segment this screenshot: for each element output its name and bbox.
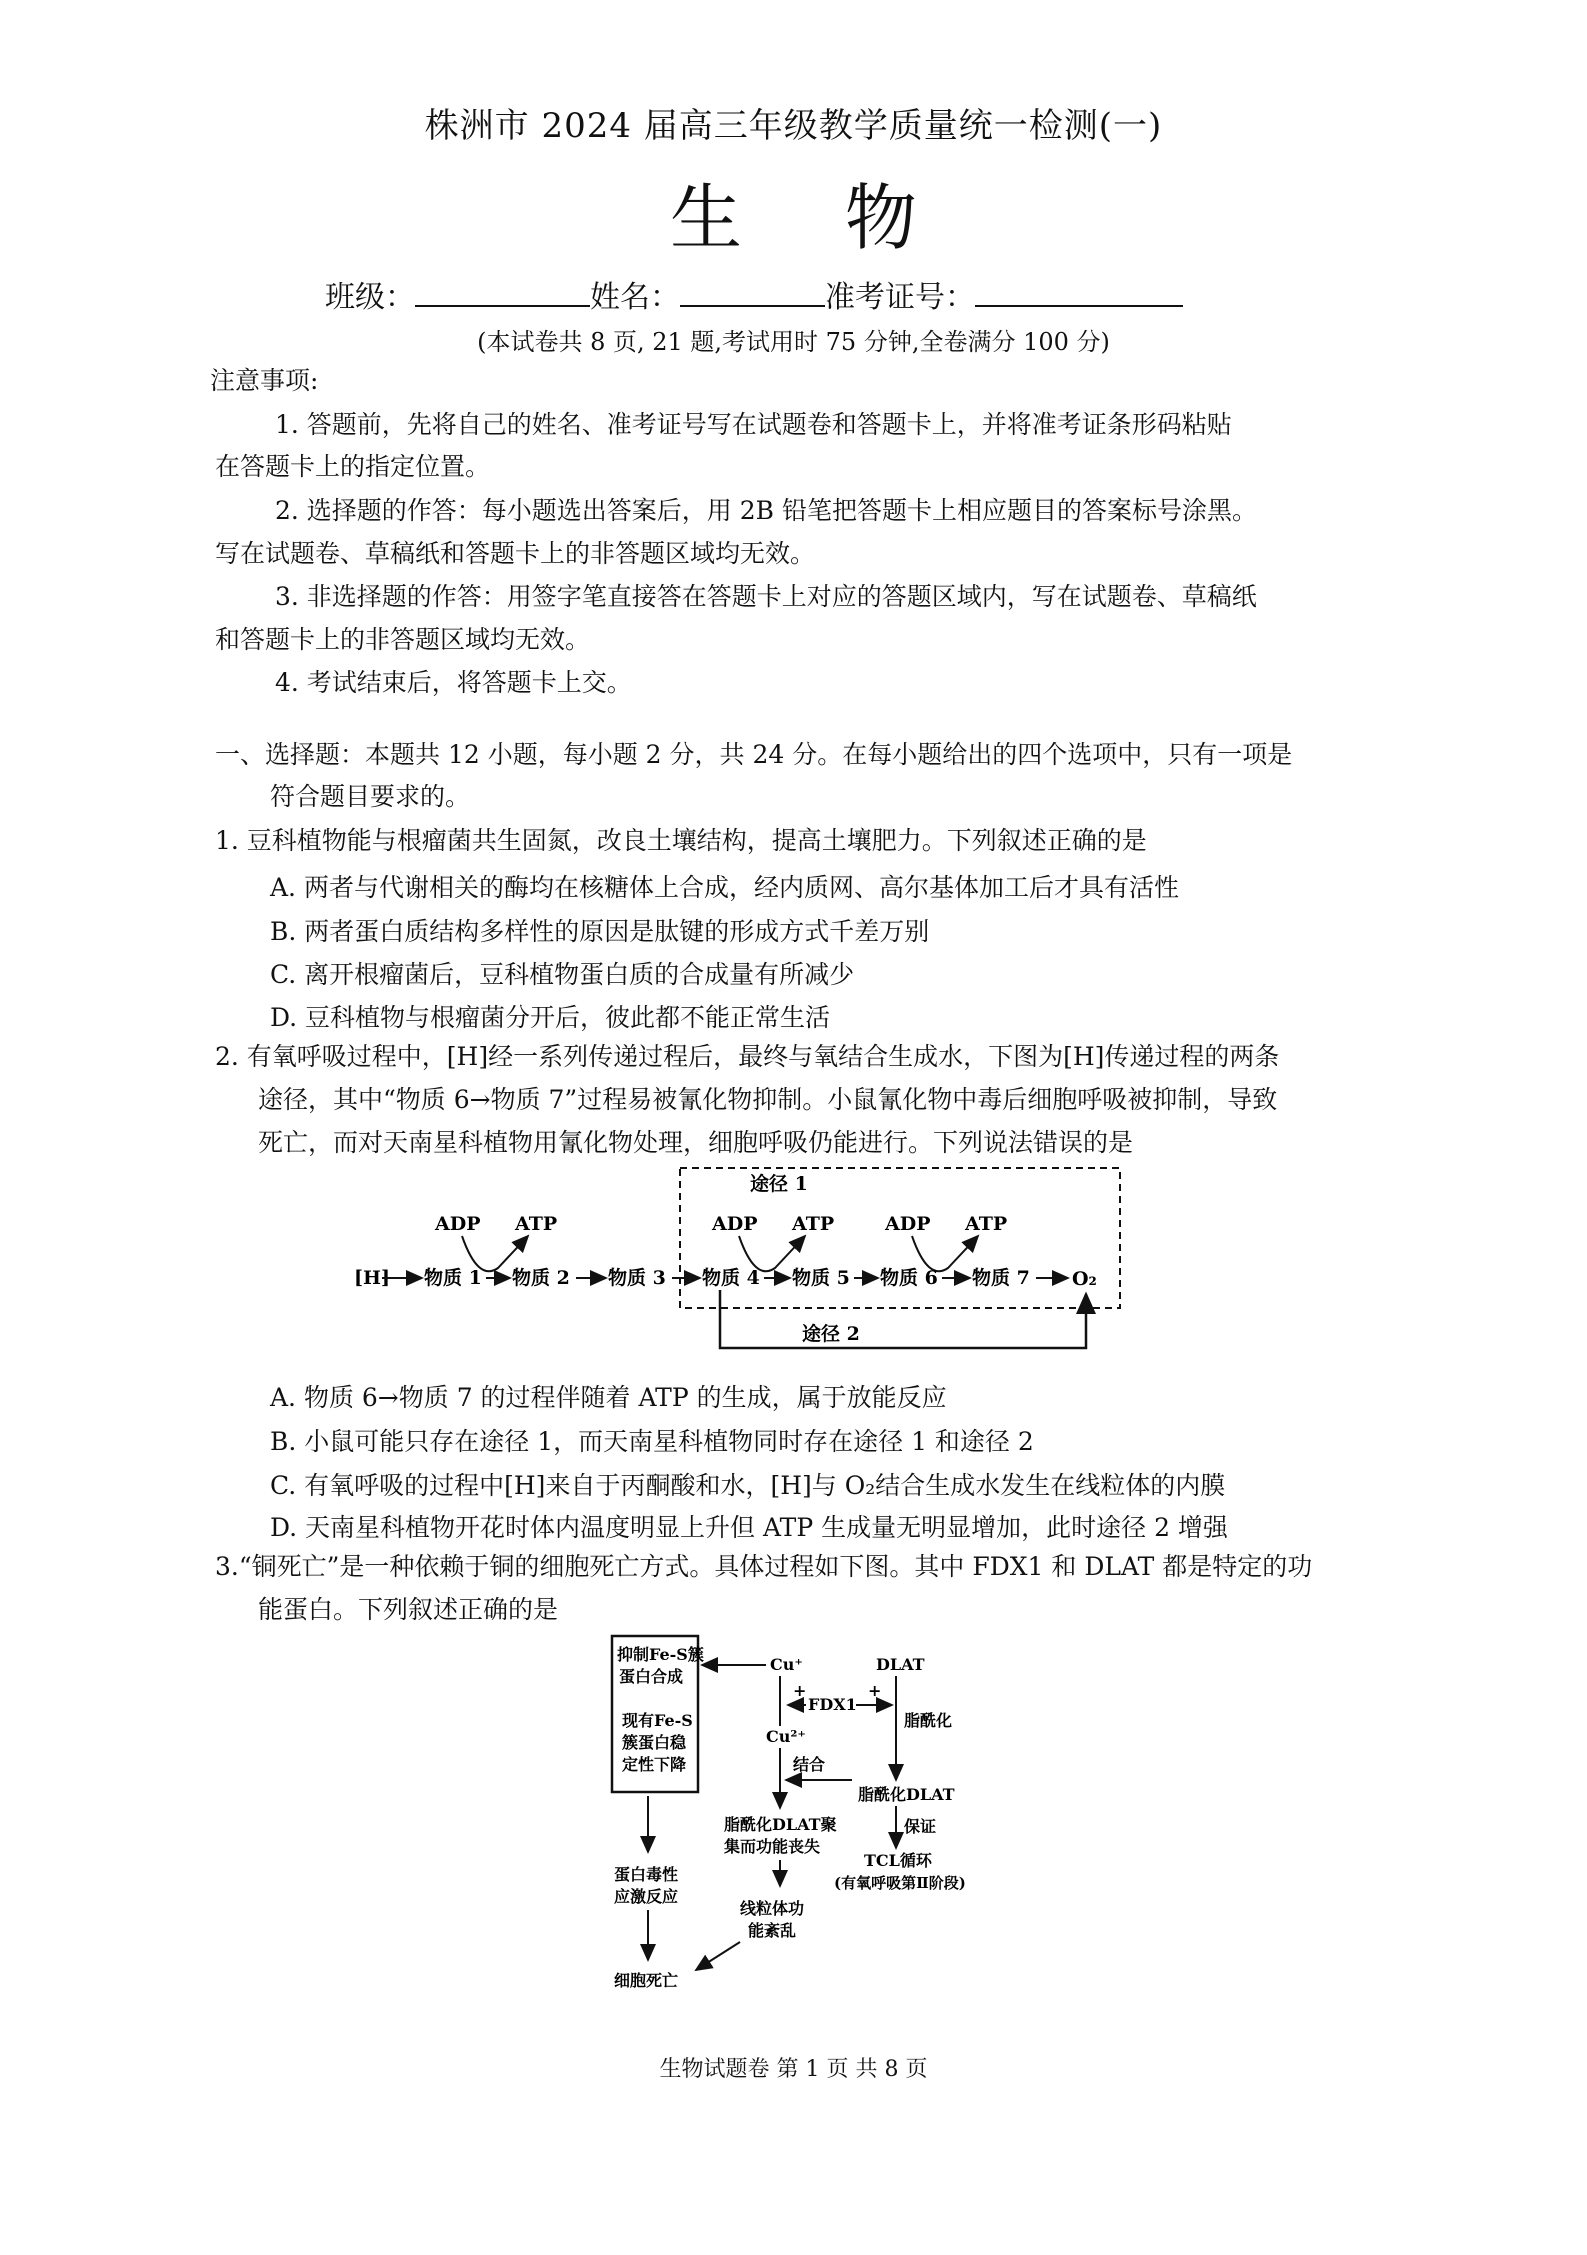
tcl-line-2: (有氧呼吸第Ⅱ阶段) [834, 1874, 966, 1892]
substance-3: 物质 3 [608, 1267, 666, 1289]
oxygen-label: O₂ [1072, 1268, 1097, 1290]
pathway2-bypass-arrow [720, 1290, 1086, 1348]
box-line-4: 簇蛋白稳 [622, 1733, 687, 1752]
atp-arrow-2 [739, 1236, 805, 1271]
substance-6: 物质 6 [880, 1267, 938, 1289]
cu-plus-label: Cu⁺ [770, 1655, 803, 1674]
stress-line-2: 应激反应 [614, 1887, 679, 1906]
note-1a: 1. 答题前，先将自己的姓名、准考证号写在试题卷和答题卡上，并将准考证条形码粘贴 [275, 410, 1232, 439]
pathway1-label: 途径 1 [750, 1173, 808, 1195]
adp-label-3: ADP [885, 1213, 931, 1235]
box-line-3: 现有Fe-S [622, 1711, 693, 1730]
page-footer: 生物试题卷 第 1 页 共 8 页 [659, 2057, 928, 2082]
aggregation-line-1: 脂酰化DLAT聚 [724, 1815, 837, 1834]
notes-heading: 注意事项: [210, 366, 319, 395]
q3-stem-line1: 3.“铜死亡”是一种依赖于铜的细胞死亡方式。具体过程如下图。其中 FDX1 和 DLAT 都是特定的功 [215, 1552, 1313, 1581]
substance-2: 物质 2 [512, 1267, 570, 1289]
mito-to-death-arrow [696, 1942, 740, 1970]
substance-5: 物质 5 [792, 1267, 850, 1289]
q2-option-c: C. 有氧呼吸的过程中[H]来自于丙酮酸和水，[H]与 O₂结合生成水发生在线粒体的内膜 [270, 1471, 1226, 1500]
atp-label-2: ATP [792, 1213, 835, 1235]
name-blank [680, 279, 825, 307]
adp-label-2: ADP [712, 1213, 758, 1235]
class-blank [415, 279, 590, 307]
aggregation-line-2: 集而功能丧失 [724, 1837, 821, 1856]
fdx1-label: FDX1 [808, 1695, 857, 1714]
plus-sign-left: + [793, 1681, 807, 1700]
q1-option-b: B. 两者蛋白质结构多样性的原因是肽键的形成方式千差万别 [270, 917, 930, 946]
class-label: 班级： [325, 280, 415, 315]
electron-transport-diagram [350, 1164, 1130, 1374]
q2-stem-line1: 2. 有氧呼吸过程中，[H]经一系列传递过程后，最终与氧结合生成水，下图为[H]传递过程的两条 [215, 1042, 1280, 1071]
cu2-plus-label: Cu²⁺ [766, 1727, 806, 1746]
note-1b: 在答题卡上的指定位置。 [215, 452, 491, 481]
box-line-2: 蛋白合成 [619, 1667, 684, 1686]
atp-arrow-1 [462, 1236, 528, 1271]
cell-death-label: 细胞死亡 [614, 1971, 679, 1990]
q2-option-a: A. 物质 6→物质 7 的过程伴随着 ATP 的生成，属于放能反应 [270, 1383, 947, 1412]
mito-line-1: 线粒体功 [740, 1899, 805, 1918]
q1-option-d: D. 豆科植物与根瘤菌分开后，彼此都不能正常生活 [270, 1003, 831, 1032]
note-2a: 2. 选择题的作答：每小题选出答案后，用 2B 铅笔把答题卡上相应题目的答案标号涂黑。 [275, 496, 1257, 525]
lipoyl-dlat-label: 脂酰化DLAT [858, 1785, 955, 1804]
q1-stem: 1. 豆科植物能与根瘤菌共生固氮，改良土壤结构，提高土壤肥力。下列叙述正确的是 [215, 826, 1147, 855]
note-3a: 3. 非选择题的作答：用签字笔直接答在答题卡上对应的答题区域内，写在试题卷、草稿纸 [275, 582, 1257, 611]
q2-option-d: D. 天南星科植物开花时体内温度明显上升但 ATP 生成量无明显增加，此时途径 2 增强 [270, 1513, 1228, 1542]
exam-title: 株洲市 2024 届高三年级教学质量统一检测(一) [424, 106, 1163, 146]
substance-1: 物质 1 [424, 1267, 482, 1289]
substance-4: 物质 4 [702, 1267, 760, 1289]
substance-7: 物质 7 [972, 1267, 1030, 1289]
dlat-label: DLAT [876, 1655, 925, 1674]
box-line-5: 定性下降 [622, 1755, 687, 1774]
tcl-line-1: TCL循环 [864, 1851, 932, 1870]
note-3b: 和答题卡上的非答题区域均无效。 [215, 625, 591, 654]
section-heading-cont: 符合题目要求的。 [270, 782, 471, 811]
plus-sign-right: + [868, 1681, 882, 1700]
atp-label-1: ATP [515, 1213, 558, 1235]
q2-stem-line2: 途径，其中“物质 6→物质 7”过程易被氰化物抑制。小鼠氰化物中毒后细胞呼吸被抑制，导致 [258, 1085, 1278, 1114]
exam-id-blank [975, 279, 1183, 307]
mito-line-2: 能紊乱 [748, 1921, 797, 1940]
atp-arrow-3 [912, 1236, 978, 1271]
h-label: [H] [354, 1267, 390, 1289]
exam-meta: (本试卷共 8 页, 21 题,考试用时 75 分钟,全卷满分 100 分) [477, 328, 1110, 356]
note-2b: 写在试题卷、草稿纸和答题卡上的非答题区域均无效。 [215, 539, 816, 568]
atp-label-3: ATP [965, 1213, 1008, 1235]
q2-stem-line3: 死亡，而对天南星科植物用氰化物处理，细胞呼吸仍能进行。下列说法错误的是 [258, 1128, 1134, 1157]
adp-label-1: ADP [435, 1213, 481, 1235]
q1-option-c: C. 离开根瘤菌后，豆科植物蛋白质的合成量有所减少 [270, 960, 855, 989]
box-line-1: 抑制Fe-S簇 [617, 1645, 704, 1664]
stress-line-1: 蛋白毒性 [614, 1865, 679, 1884]
q2-option-b: B. 小鼠可能只存在途径 1，而天南星科植物同时存在途径 1 和途径 2 [270, 1427, 1034, 1456]
cuproptosis-diagram [600, 1630, 1000, 2030]
section-heading: 一、选择题：本题共 12 小题，每小题 2 分，共 24 分。在每小题给出的四个选项中，只有一项是 [215, 740, 1293, 769]
q1-option-a: A. 两者与代谢相关的酶均在核糖体上合成，经内质网、高尔基体加工后才具有活性 [270, 873, 1179, 902]
pathway2-label: 途径 2 [802, 1323, 860, 1345]
q3-stem-line2: 能蛋白。下列叙述正确的是 [258, 1595, 559, 1624]
subject-title: 生 物 [670, 176, 957, 260]
note-4: 4. 考试结束后，将答题卡上交。 [275, 668, 632, 697]
student-info-row [325, 272, 1183, 316]
exam-id-label: 准考证号： [825, 280, 975, 315]
name-label: 姓名： [590, 280, 680, 315]
bind-label: 结合 [793, 1755, 826, 1774]
guarantee-label: 保证 [904, 1817, 937, 1836]
lipoylation-label: 脂酰化 [904, 1711, 953, 1730]
